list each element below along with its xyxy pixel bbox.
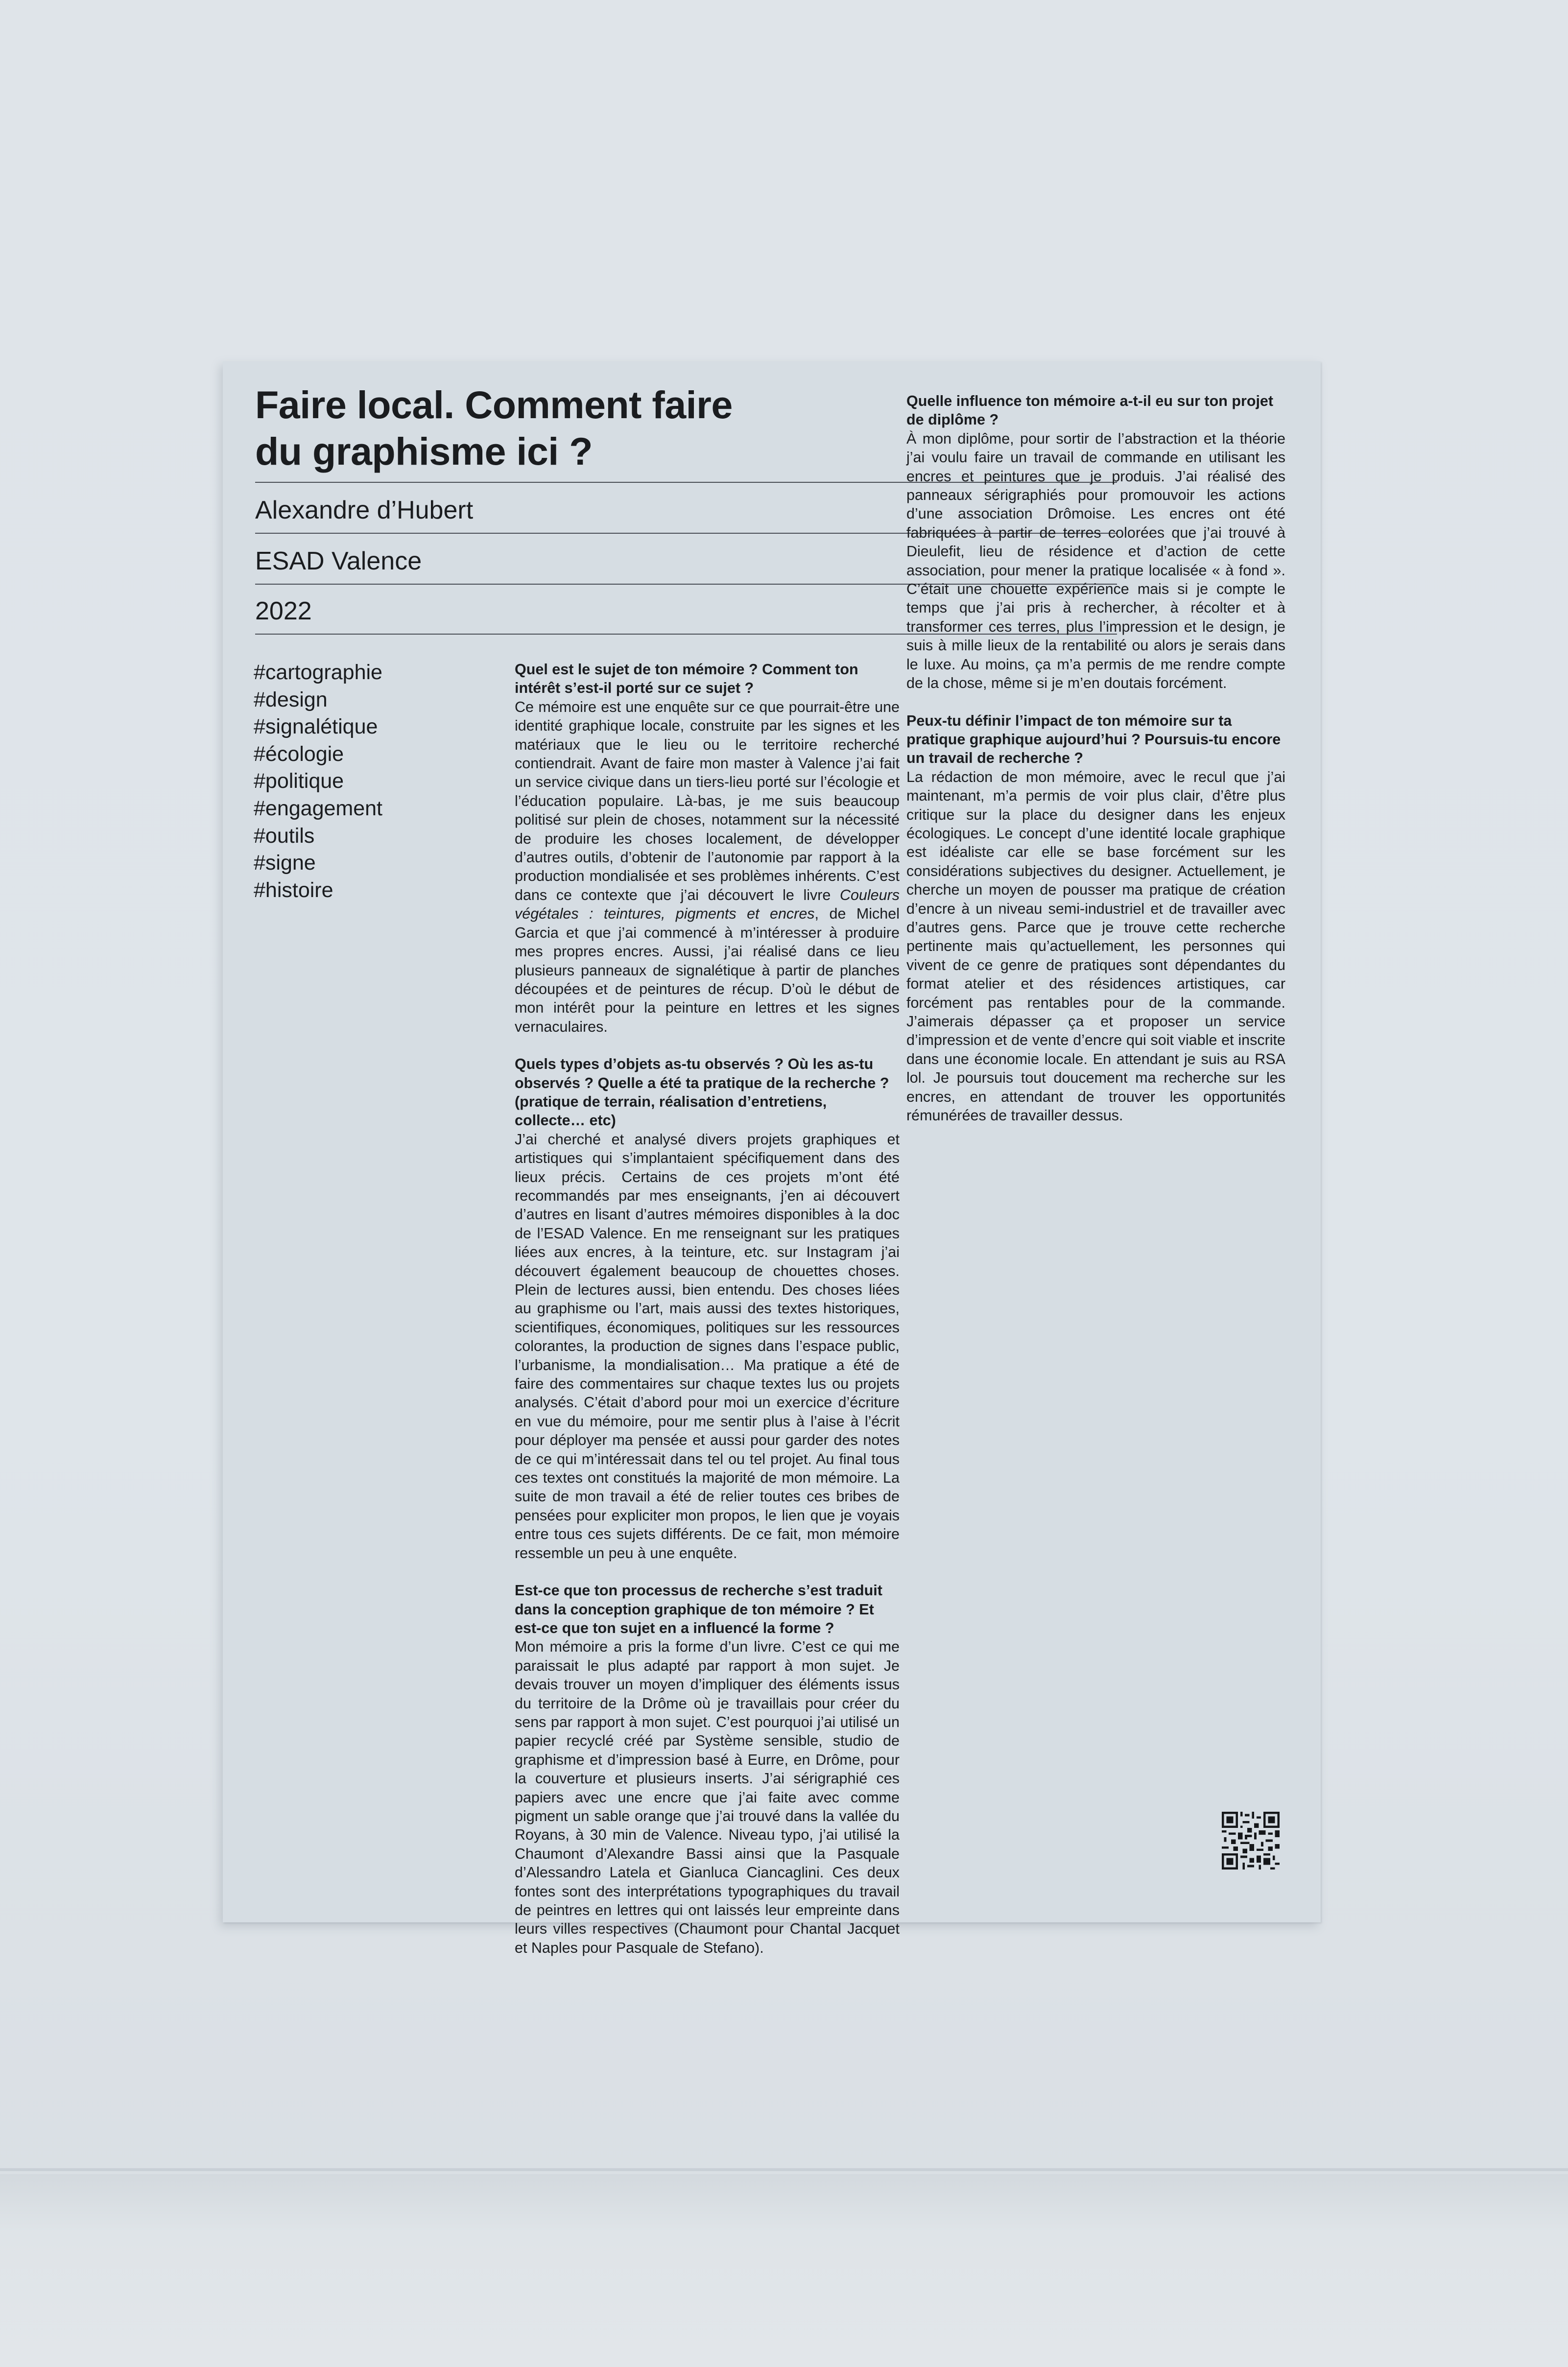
poster (223, 361, 1321, 1956)
floor (0, 2174, 1568, 2367)
question: Est-ce que ton processus de recherche s’est traduit dans la conception graphique de ton mémoire ? Et est-ce que ton sujet en a influencé la forme ? (515, 1582, 882, 1636)
answer: La rédaction de mon mémoire, avec le recul que j’ai maintenant, m’a permis de voir plus clair, d’être plus critique sur la place du designer dans les enjeux écologiques. Le concept d’une identité locale graphique est idéaliste car elle se base forcément sur les considérations subjectives du designer. Actuellement, je cherche un moyen de pousser ma pratique de création d’encre à un niveau semi-industriel et de travailler avec d’autres gens. Parce que je trouve cette recherche pertinente mais qu’actuellement, les personnes qui vivent de ce genre de pratiques sont dépendantes du format atelier et des résidences artistiques, car forcément pas rentables pour de la commande. J’aimerais dépasser ça et proposer un service d’impression et de vente d’encre qui soit viable et inscrite dans une économie locale. En attendant je suis au RSA lol. Je poursuis tout doucement ma recherche sur les encres, en attendant de trouver les opportunités rémunérées de travailler dessus. (906, 768, 1285, 1124)
tag: #politique (254, 769, 344, 793)
question: Quel est le sujet de ton mémoire ? Comment ton intérêt s’est-il porté sur ce sujet ? (515, 661, 858, 697)
qa-block (515, 1055, 900, 1562)
qa-block (515, 1581, 900, 1957)
school: ESAD Valence (255, 547, 422, 575)
author: Alexandre d’Hubert (255, 496, 474, 524)
title-line-1: Faire local. Comment faire (255, 383, 733, 426)
interview-column-right (906, 392, 1285, 1143)
poster-title (255, 382, 892, 475)
question: Quelle influence ton mémoire a-t-il eu sur ton projet de diplôme ? (906, 393, 1274, 428)
tag: #signalétique (254, 715, 378, 739)
qa-block (906, 711, 1285, 1125)
answer: Mon mémoire a pris la forme d’un livre. C’est ce qui me paraissait le plus adapté par rapport à mon sujet. Je devais trouver un moyen d’impliquer des éléments issus du territoire de la Drôme où je travaillais pour créer du sens par rapport à mon sujet. C’est pourquoi j’ai utilisé un papier recyclé créé par Système sensible, studio de graphisme et d’impression basé à Eurre, en Drôme, pour la couverture et plusieurs inserts. J’ai sérigraphié ces papiers avec une encre que j’ai faite avec comme pigment un sable orange que j’ai trouvé dans la vallée du Royans, à 30 min de Valence. Niveau typo, j’ai utilisé la Chaumont d’Alexandre Bassi ainsi que la Pasquale d’Alessandro Latela et Gianluca Ciancaglini. Ces deux fontes sont des interprétations typographiques du travail de peintres en lettres qui ont laissés leur empreinte dans leurs villes respectives (Chaumont pour Chantal Jacquet et Naples pour Pasquale de Stefano). (515, 1638, 900, 1956)
qa-block (906, 392, 1285, 693)
interview-column-middle (515, 660, 900, 1976)
answer: J’ai cherché et analysé divers projets graphiques et artistiques qui s’implantaient spécifiquement dans des lieux précis. Certains de ces projets m’ont été recommandés par mes enseignants, j’en ai découvert d’autres en lisant d’autres mémoires disponibles à la doc de l’ESAD Valence. En me renseignant sur les pratiques liées aux encres, à la teinture, etc. sur Instagram j’ai découvert également beaucoup de chouettes choses. Plein de lectures aussi, bien entendu. Des choses liées au graphisme ou l’art, mais aussi des textes historiques, scientifiques, économiques, politiques sur les ressources colorantes, la production de signes dans l’espace public, l’urbanisme, la mondialisation… Ma pratique a été de faire des commentaires sur chaque textes lus ou projets analysés. C’était d’abord pour moi un exercice d’écriture en vue du mémoire, pour me sentir plus à l’aise à l’écrit pour déployer ma pensée et aussi pour garder des notes de ce qui m’intéressait dans tel ou tel projet. Au final tous ces textes ont constitués la majorité de mon mémoire. La suite de mon travail a été de relier toutes ces bribes de pensées pour expliciter mon propos, le lien que je voyais entre tous ces sujets différents. De ce fait, mon mémoire ressemble un peu à une enquête. (515, 1131, 900, 1562)
tag: #écologie (254, 742, 344, 766)
question: Peux-tu définir l’impact de ton mémoire sur ta pratique graphique aujourd’hui ? Poursuis-tu encore un travail de recherche ? (906, 712, 1281, 767)
tag: #cartographie (254, 661, 382, 684)
tag: #engagement (254, 796, 382, 820)
answer: , de Michel Garcia et que j’ai commencé à m’intéresser à produire mes propres encres. Aussi, j’ai réalisé dans ce lieu plusieurs panneaux de signalétique à partir de planches découpées et de peintures de récup. D’où le début de mon intérêt pour la peinture en lettres et les signes vernaculaires. (515, 905, 900, 1035)
year: 2022 (255, 597, 312, 625)
tag: #histoire (254, 878, 333, 902)
qr-code-icon (1222, 1812, 1280, 1870)
wall-floor-line (0, 2168, 1568, 2171)
question: Quels types d’objets as-tu observés ? Où les as-tu observés ? Quelle a été ta pratique de la recherche ? (pratique de terrain, réalisation d’entretiens, collecte… etc) (515, 1056, 889, 1129)
book-title: Couleurs végétales : teintures, pigments et encres (515, 886, 900, 923)
answer: À mon diplôme, pour sortir de l’abstraction et la théorie j’ai voulu faire un travail de commande en utilisant les encres et peintures que je produis. J’ai réalisé des panneaux sérigraphiés pour promouvoir les actions d’une association Drômoise. Les encres ont été fabriquées à partir de terres colorées que j’ai trouvé à Dieulefit, lieu de résidence et d’action de cette association, pour mener la pratique localisée « à fond ». C’était une chouette expérience mais si je compte le temps que j’ai pris à rechercher, à récolter et à transformer ces terres, plus l’impression et le design, je suis à mille lieux de la rentabilité ou alors je serais dans le luxe. Au moins, ça m’a permis de me rendre compte de la chose, même si je m’en doutais forcément. (906, 430, 1285, 692)
tag-list (254, 659, 440, 904)
tag: #signe (254, 851, 316, 875)
tag: #outils (254, 824, 315, 848)
tag: #design (254, 687, 328, 711)
title-line-2: du graphisme ici ? (255, 429, 593, 473)
qa-block (515, 660, 900, 1036)
answer: Ce mémoire est une enquête sur ce que pourrait-être une identité graphique locale, construite par les signes et les matériaux que le lieu ou le territoire recherché contiendrait. Avant de faire mon master à Valence j’ai fait un service civique dans un tiers-lieu porté sur l’écologie et l’éducation populaire. Là-bas, je me suis beaucoup politisé sur plein de choses, notamment sur la nécessité de produire les choses localement, de développer d’autres outils, d’obtenir de l’autonomie par rapport à la production mondialisée et ses problèmes inhérents. C’est dans ce contexte que j’ai découvert le livre (515, 698, 900, 903)
